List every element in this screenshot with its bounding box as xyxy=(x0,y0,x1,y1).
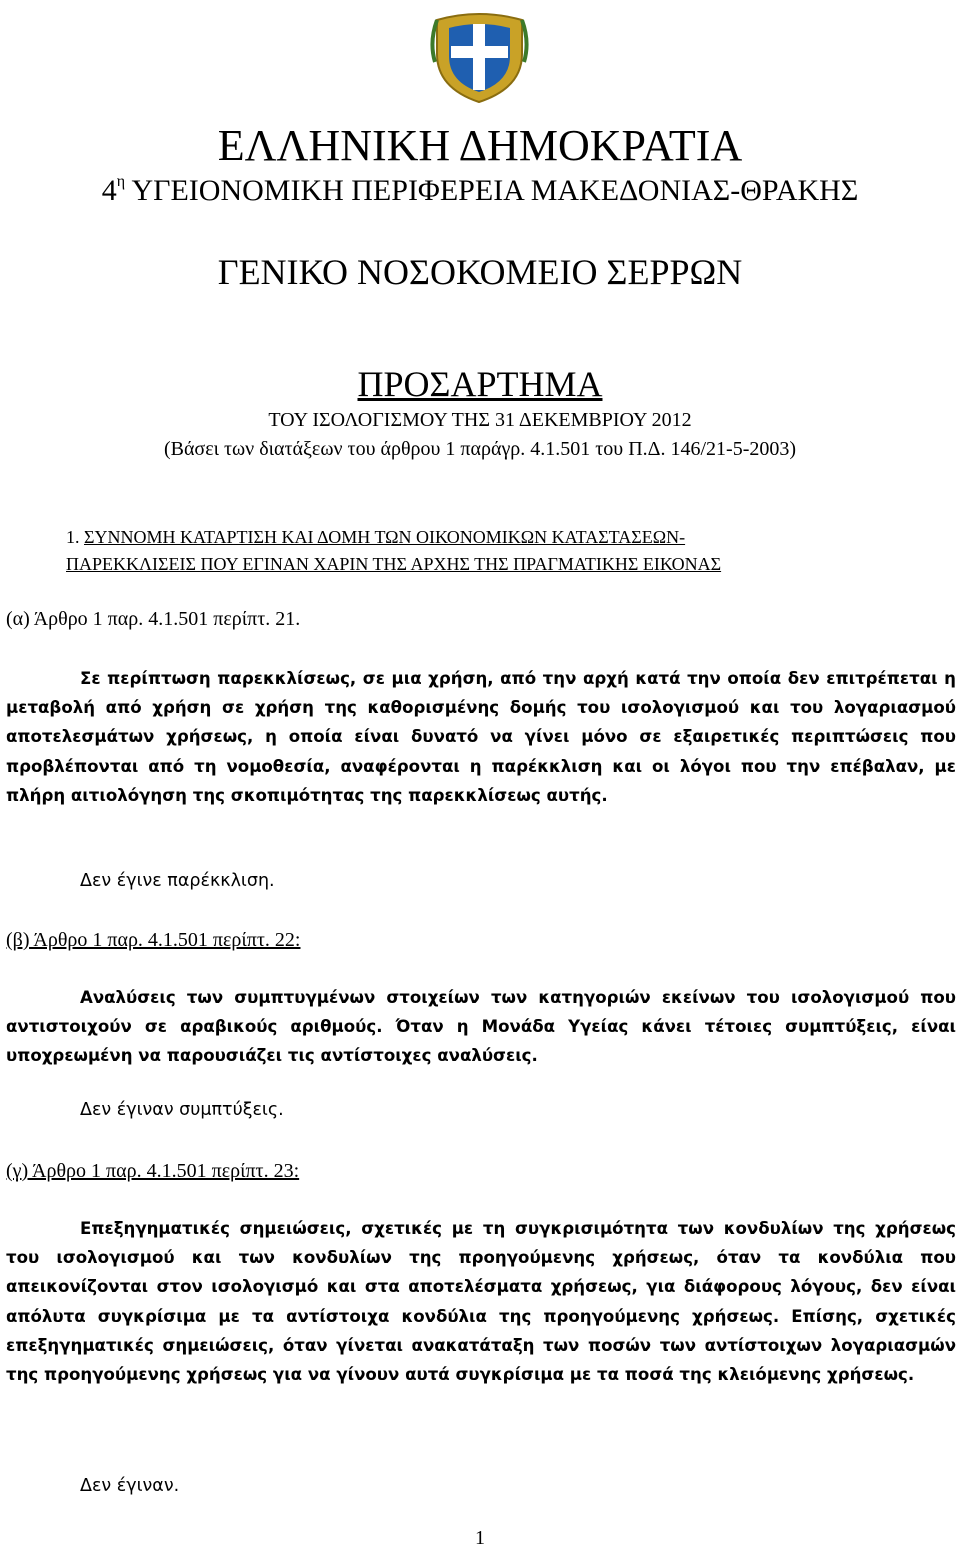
item-b-answer: Δεν έγιναν συμπτύξεις. xyxy=(80,1100,284,1120)
section-title-line-1: ΣΥΝΝΟΜΗ ΚΑΤΑΡΤΙΣΗ ΚΑΙ ΔΟΜΗ ΤΩΝ ΟΙΚΟΝΟΜΙΚΩΝ ΚΑΤΑΣΤΑΣΕΩΝ- xyxy=(84,527,686,547)
item-a-answer: Δεν έγινε παρέκκλιση. xyxy=(80,871,275,891)
section-title-line-2: ΠΑΡΕΚΚΛΙΣΕΙΣ ΠΟΥ ΕΓΙΝΑΝ ΧΑΡΙΝ ΤΗΣ ΑΡΧΗΣ ΤΗΣ ΠΡΑΓΜΑΤΙΚΗΣ ΕΙΚΟΝΑΣ xyxy=(66,554,722,574)
region-number: 4 xyxy=(101,174,117,207)
legal-basis: (Βάσει των διατάξεων του άρθρου 1 παράγρ. 4.1.501 του Π.Δ. 146/21-5-2003) xyxy=(163,438,797,460)
item-c-text: Επεξηγηματικές σημειώσεις, σχετικές με τη συγκρισιμότητα των κονδυλίων της χρήσεως του ισολογισμού και των κονδυλίων της προηγούμενης χρήσεως, όταν τα κονδύλια που απεικονίζονται στον ισολογισμό και στα αποτελέσματα χρήσεως, για διάφορους λόγους, δεν είναι απόλυτα συγκρίσιμα με τα αντίστοιχα κονδύλια της προηγούμενης χρήσεως. Επίσης, σχετικές επεξηγηματικές σημειώσεις, όταν γίνεται ανακατάταξη των ποσών των αντίστοιχων λογαριασμών της προηγούμενης χρήσεως για να γίνουν αυτά συγκρίσιμα με τα ποσά της κλειόμενης χρήσεως. xyxy=(6,1219,956,1385)
region-name: ΥΓΕΙΟΝΟΜΙΚΗ ΠΕΡΙΦΕΡΕΙΑ ΜΑΚΕΔΟΝΙΑΣ-ΘΡΑΚΗΣ xyxy=(131,174,859,207)
document-subtitle: ΤΟΥ ΙΣΟΛΟΓΙΣΜΟΥ ΤΗΣ 31 ΔΕΚΕΜΒΡΙΟΥ 2012 xyxy=(268,409,692,431)
hospital-name: ΓΕΝΙΚΟ ΝΟΣΟΚΟΜΕΙΟ ΣΕΡΡΩΝ xyxy=(217,252,743,292)
document-title: ΠΡΟΣΑΡΤΗΜΑ xyxy=(357,364,603,404)
item-c-answer: Δεν έγιναν. xyxy=(80,1476,180,1496)
health-region-title xyxy=(0,172,960,210)
item-a-text: Σε περίπτωση παρεκκλίσεως, σε μια χρήση, από την αρχή κατά την οποία δεν επιτρέπεται η μεταβολή από χρήση σε χρήση της καθορισμένης δομής του ισολογισμού και του λογαριασμού αποτελεσμάτων χρήσεως, η οποία είναι δυνατό να γίνει μόνο σε εξαιρετικές περιπτώσεις που προβλέπονται από τη νομοθεσία, αναφέρονται η παρέκκλιση και οι λόγοι που την επέβαλαν, με πλήρη αιτιολόγηση της σκοπιμότητας της παρεκκλίσεως αυτής. xyxy=(6,669,956,805)
item-b-heading: (β) Άρθρο 1 παρ. 4.1.501 περίπτ. 22: xyxy=(6,929,301,951)
region-superscript: η xyxy=(116,173,126,190)
item-a-heading: (α) Άρθρο 1 παρ. 4.1.501 περίπτ. 21. xyxy=(6,608,301,630)
item-c-heading: (γ) Άρθρο 1 παρ. 4.1.501 περίπτ. 23: xyxy=(6,1160,300,1182)
section-1-heading xyxy=(66,524,926,578)
page-number: 1 xyxy=(475,1527,485,1549)
country-title: ΕΛΛΗΝΙΚΗ ΔΗΜΟΚΡΑΤΙΑ xyxy=(217,121,743,170)
greek-coat-of-arms-emblem xyxy=(427,2,532,107)
item-b-text: Αναλύσεις των συμπτυγμένων στοιχείων των κατηγοριών εκείνων του ισολογισμού που αντιστοιχούν σε αραβικούς αριθμούς. Όταν η Μονάδα Υγείας κάνει τέτοιες συμπτύξεις, είναι υποχρεωμένη να παρουσιάζει τις αντίστοιχες αναλύσεις. xyxy=(6,988,956,1066)
section-number: 1. xyxy=(66,527,80,547)
